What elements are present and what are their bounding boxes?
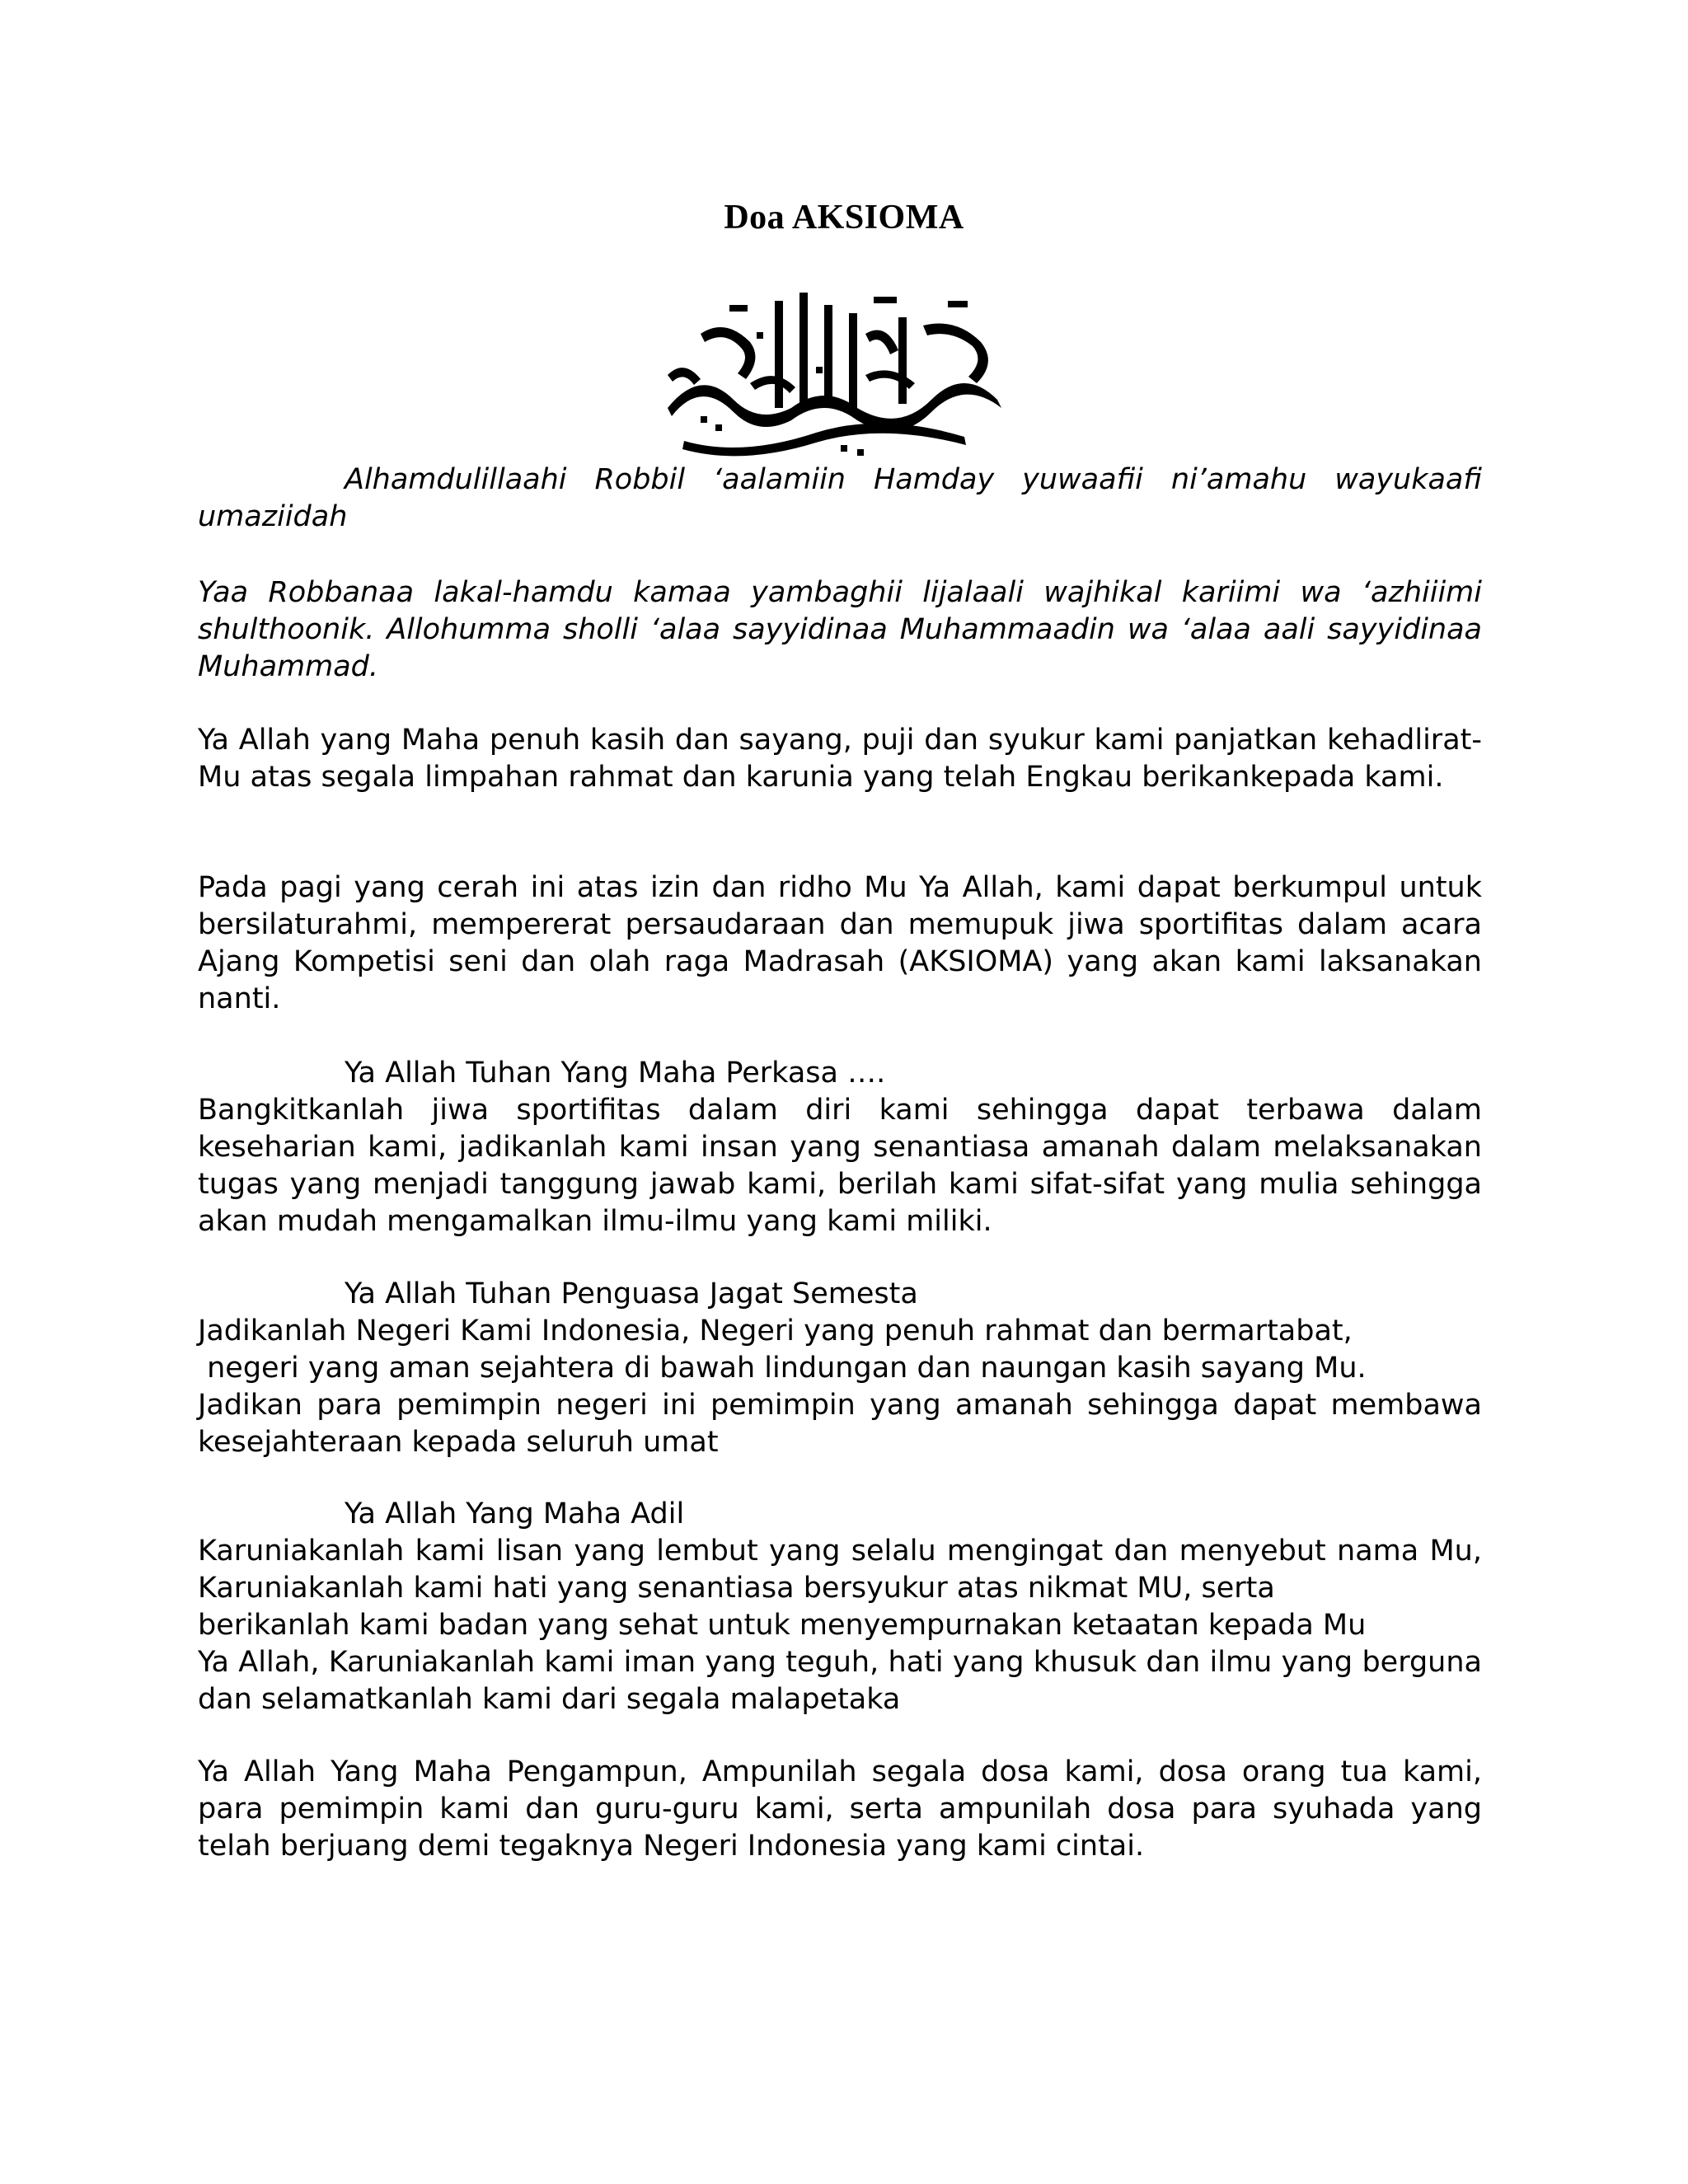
paragraph-4-line-1: Jadikanlah Negeri Kami Indonesia, Negeri yang penuh rahmat dan bermartabat,	[198, 1315, 1353, 1347]
paragraph-1: Ya Allah yang Maha penuh kasih dan sayang, puji dan syukur kami panjatkan kehadlirat-Mu atas segala limpahan rahmat dan karunia yang telah Engkau berikankepada kami.	[198, 724, 1482, 794]
paragraph-6: Ya Allah Yang Maha Pengampun, Ampunilah segala dosa kami, dosa orang tua kami, para pemimpin kami dan guru-guru kami, serta ampunilah dosa para syuhada yang telah berjuang demi tegaknya Negeri Indonesia yang kami cintai.	[198, 1755, 1482, 1863]
paragraph-4-rest: Jadikan para pemimpin negeri ini pemimpin yang amanah sehingga dapat membawa kesejahteraan kepada seluruh umat	[198, 1389, 1482, 1459]
paragraph-5-line-3: berikanlah kami badan yang sehat untuk menyempurnakan ketaatan kepada Mu	[198, 1609, 1367, 1642]
opening-praise-2: Yaa Robbanaa lakal-hamdu kamaa yambaghii lijalaali wajhikal kariimi wa ‘azhiiimi shulthoonik. Allohumma sholli ‘alaa sayyidinaa Muhammaadin wa ‘alaa aali sayyidinaa Muhammad.	[198, 576, 1482, 683]
paragraph-5-part-1: Karuniakanlah kami lisan yang lembut yang selalu mengingat dan menyebut nama Mu, Karuniakanlah kami hati yang senantiasa bersyukur atas nikmat MU, serta	[198, 1535, 1482, 1605]
paragraph-3: Bangkitkanlah jiwa sportifitas dalam diri kami sehingga dapat terbawa dalam keseharian kami, jadikanlah kami insan yang senantiasa amanah dalam melaksanakan tugas yang menjadi tanggung jawab kami, berilah kami sifat-sifat yang mulia sehingga akan mudah mengamalkan ilmu-ilmu yang kami miliki.	[198, 1094, 1482, 1238]
paragraph-2: Pada pagi yang cerah ini atas izin dan ridho Mu Ya Allah, kami dapat berkumpul untuk bersilaturahmi, mempererat persaudaraan dan memupuk jiwa sportifitas dalam acara Ajang Kompetisi seni dan olah raga Madrasah (AKSIOMA) yang akan kami laksanakan nanti.	[198, 871, 1482, 1015]
opening-praise-1: Alhamdulillaahi Robbil ‘aalamiin Hamday yuwaafii ni’amahu wayukaafi umaziidah	[198, 463, 1482, 533]
bismillah-calligraphy-icon	[651, 284, 1018, 462]
paragraph-5-part-2: Ya Allah, Karuniakanlah kami iman yang teguh, hati yang khusuk dan ilmu yang berguna dan selamatkanlah kami dari segala malapetaka	[198, 1646, 1482, 1716]
document-title: Doa AKSIOMA	[724, 199, 964, 237]
heading-maha-adil: Ya Allah Yang Maha Adil	[345, 1497, 685, 1530]
heading-maha-perkasa: Ya Allah Tuhan Yang Maha Perkasa ….	[345, 1057, 886, 1090]
heading-penguasa-jagat: Ya Allah Tuhan Penguasa Jagat Semesta	[345, 1277, 918, 1310]
paragraph-4-line-2: negeri yang aman sejahtera di bawah lindungan dan naungan kasih sayang Mu.	[198, 1352, 1367, 1385]
